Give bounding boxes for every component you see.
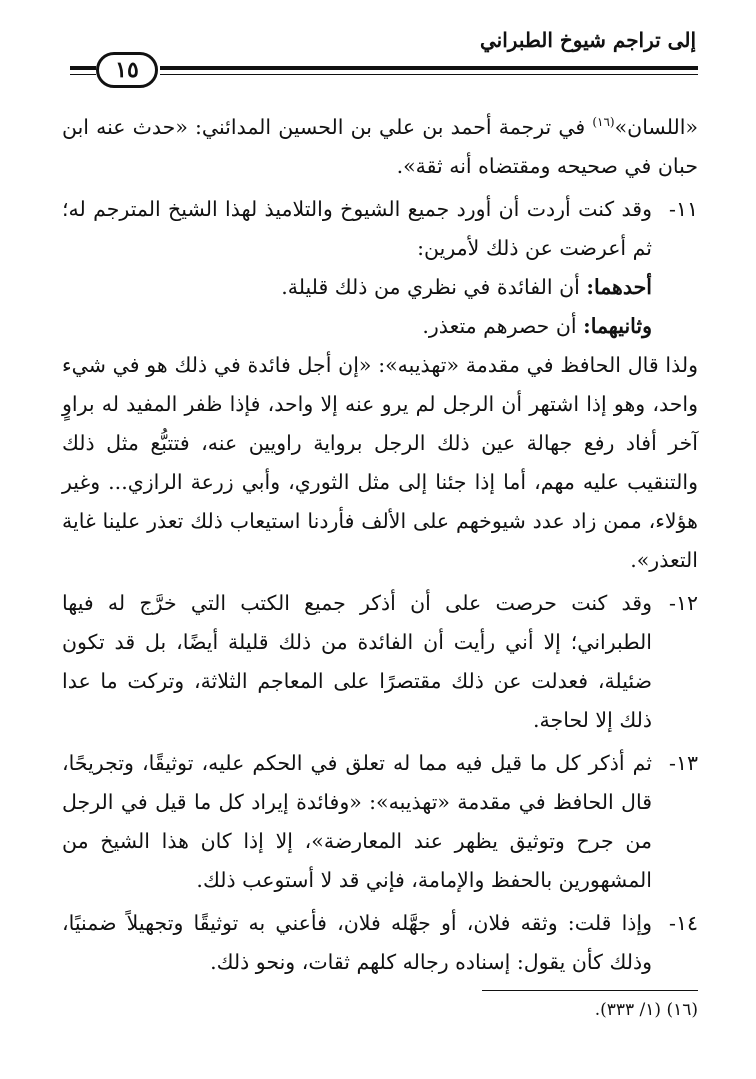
quote-paragraph: ولذا قال الحافظ في مقدمة «تهذيبه»: «إن أجل فائدة في ذلك هو في شيء واحد، وهو إذا اشتهر أن الرجل لم يرو عنه إلا واحد، فإذا ظفر المفيد له براوٍ آخر أفاد رفع جهالة عين ذلك الرجل برواية راويين عنه، فتتبُّع مثل ذلك والتنقيب عليه مهم، أما إذا جئنا إلى مثل الثوري، وأبي زرعة الرازي... وغير هؤلاء، ممن زاد عدد شيوخهم على الألف فأردنا استيعاب ذلك تعذر علينا غاية التعذر».: [62, 353, 698, 572]
item-number: ١٤-: [669, 911, 698, 935]
footnote-ref-16[interactable]: (١٦): [592, 115, 615, 130]
header-rule-left-thick: [70, 66, 96, 70]
sub-point-first: [62, 268, 698, 307]
sub-point-text: أن الفائدة في نظري من ذلك قليلة.: [281, 275, 587, 299]
main-text: [62, 108, 698, 982]
header-rule-thick: [160, 66, 698, 70]
footnote-16: (١٦) (١/ ٣٣٣).: [594, 1000, 698, 1020]
footnote-separator: [482, 990, 698, 991]
list-item-13: [62, 744, 698, 900]
list-item-11: [62, 190, 698, 268]
page-number: ١٥: [115, 57, 139, 83]
sub-point-label: أحدهما:: [586, 275, 652, 299]
book-reference: «اللسان»: [614, 115, 698, 139]
item-text: وقد كنت أردت أن أورد جميع الشيوخ والتلاميذ لهذا الشيخ المترجم له؛ ثم أعرضت عن ذلك لأمرين:: [62, 197, 652, 260]
page-number-badge: [96, 52, 158, 88]
item-number: ١٢-: [669, 591, 698, 615]
header-rule-thin: [160, 74, 698, 75]
item-number: ١٣-: [669, 751, 698, 775]
item-text: وإذا قلت: وثقه فلان، أو جهَّله فلان، فأعني به توثيقًا وتجهيلاً ضمنيًا، وذلك كأن يقول: إسناده رجاله كلهم ثقات، ونحو ذلك.: [62, 911, 652, 974]
running-title: إلى تراجم شيوخ الطبراني: [480, 28, 696, 52]
sub-point-text: أن حصرهم متعذر.: [422, 314, 584, 338]
sub-point-second: [62, 307, 698, 346]
list-item-12: [62, 584, 698, 740]
item-text: وقد كنت حرصت على أن أذكر جميع الكتب التي خرَّج له فيها الطبراني؛ إلا أني رأيت أن الفائدة من ذلك قليلة أيضًا، بل قد تكون ضئيلة، فعدلت عن ذلك مقتصرًا على المعاجم الثلاثة، وتركت ما عدا ذلك إلا لحاجة.: [62, 591, 652, 732]
paragraph-text: في ترجمة أحمد بن علي بن الحسين المدائني: «حدث عنه ابن حبان في صحيحه ومقتضاه أنه ثقة».: [62, 115, 698, 178]
header-rule-left-thin: [70, 74, 96, 75]
sub-point-label: وثانيهما:: [583, 314, 652, 338]
item-number: ١١-: [669, 197, 698, 221]
paragraph-continuation: [62, 108, 698, 186]
item-text: ثم أذكر كل ما قيل فيه مما له تعلق في الحكم عليه، توثيقًا، وتجريحًا، قال الحافظ في مقدمة «تهذيبه»: «وفائدة إيراد كل ما قيل في الرجل من جرح وتوثيق يظهر عند المعارضة»، إلا إذا كان هذا الشيخ من المشهورين بالحفظ والإمامة، فإني قد لا أستوعب ذلك.: [62, 751, 652, 892]
list-item-14: [62, 904, 698, 982]
